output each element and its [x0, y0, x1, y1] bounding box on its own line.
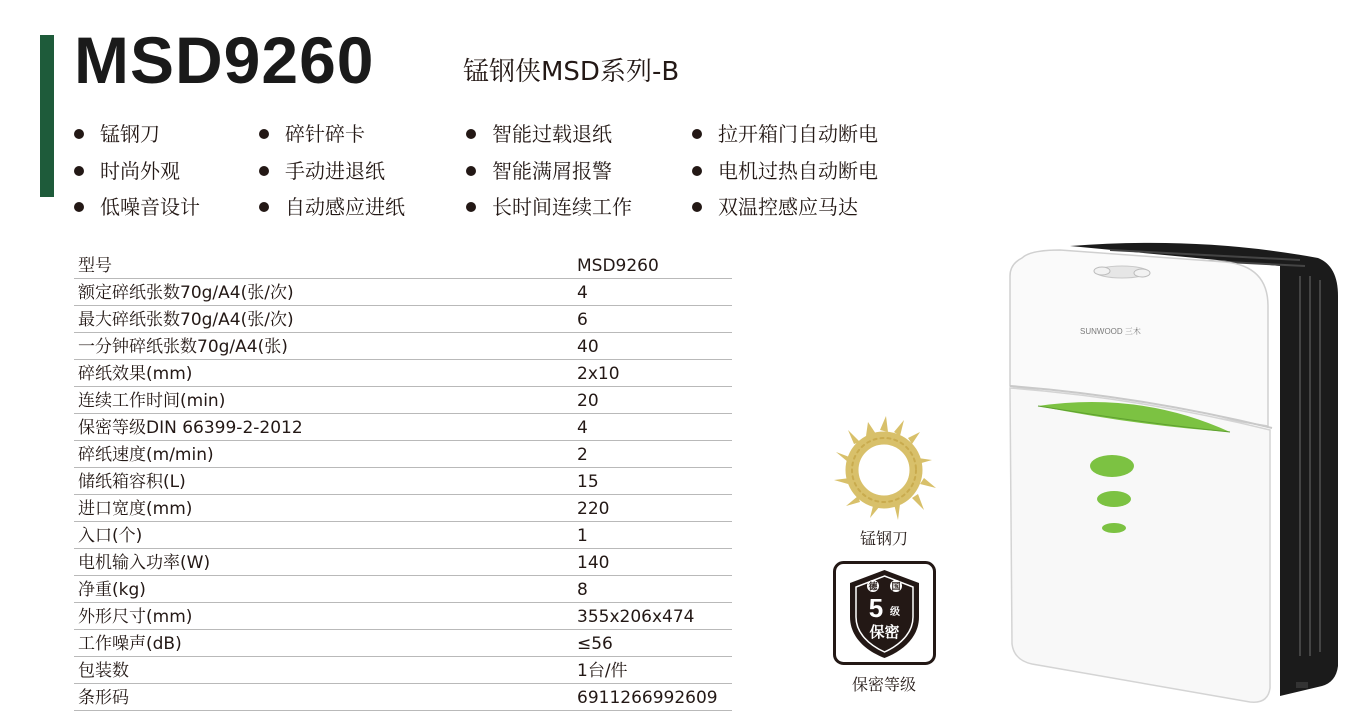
spec-value: 40: [577, 337, 599, 357]
feature-label: 长时间连续工作: [492, 195, 632, 219]
table-row: [74, 549, 732, 576]
spec-value: 355x206x474: [577, 607, 695, 627]
feature-item: [466, 154, 612, 188]
spec-value: ≤56: [577, 634, 613, 654]
spec-label: 最大碎纸张数70g/A4(张/次): [78, 310, 294, 330]
feature-item: [692, 117, 878, 151]
table-row: [74, 630, 732, 657]
spec-label: 碎纸效果(mm): [78, 364, 193, 384]
table-row: [74, 495, 732, 522]
spec-table: [74, 252, 732, 711]
table-row: [74, 522, 732, 549]
spec-label: 保密等级DIN 66399-2-2012: [78, 418, 303, 438]
table-row: [74, 360, 732, 387]
product-image: [1000, 236, 1345, 710]
feature-label: 自动感应进纸: [285, 195, 405, 219]
feature-item: [74, 154, 180, 188]
feature-label: 电机过热自动断电: [718, 159, 878, 183]
feature-label: 碎针碎卡: [285, 122, 365, 146]
dragon-blade-icon: [828, 414, 940, 522]
bullet-icon: [466, 129, 476, 139]
spec-label: 净重(kg): [78, 580, 146, 600]
spec-value: 6: [577, 310, 588, 330]
security-line1-left: 德: [868, 582, 878, 593]
feature-item: [692, 154, 878, 188]
spec-label: 一分钟碎纸张数70g/A4(张): [78, 337, 288, 357]
spec-value: 2: [577, 445, 588, 465]
spec-label: 外形尺寸(mm): [78, 607, 193, 627]
feature-label: 智能过载退纸: [492, 122, 612, 146]
bullet-icon: [692, 202, 702, 212]
spec-label: 入口(个): [78, 526, 143, 546]
spec-value: 15: [577, 472, 599, 492]
feature-label: 手动进退纸: [285, 159, 385, 183]
security-level-badge: [833, 561, 936, 665]
spec-label: 连续工作时间(min): [78, 391, 226, 411]
feature-label: 智能满屑报警: [492, 159, 612, 183]
security-line3: 保密: [869, 623, 900, 641]
bullet-icon: [466, 166, 476, 176]
spec-label: 包装数: [78, 661, 129, 681]
bullet-icon: [692, 166, 702, 176]
table-row: [74, 414, 732, 441]
feature-label: 双温控感应马达: [718, 195, 858, 219]
spec-value: 20: [577, 391, 599, 411]
spec-label: 碎纸速度(m/min): [78, 445, 214, 465]
table-row: [74, 333, 732, 360]
security-line1-right: 国: [891, 582, 901, 593]
feature-item: [259, 190, 405, 224]
bullet-icon: [74, 129, 84, 139]
blade-badge-label: 锰钢刀: [859, 529, 908, 548]
spec-label: 进口宽度(mm): [78, 499, 193, 519]
feature-label: 拉开箱门自动断电: [718, 122, 878, 146]
table-row: [74, 306, 732, 333]
table-row: [74, 252, 732, 279]
table-row: [74, 603, 732, 630]
feature-list: [74, 117, 954, 227]
bullet-icon: [259, 202, 269, 212]
brand-logo-text: SUNWOOD 三木: [1080, 327, 1141, 336]
feature-item: [74, 117, 160, 151]
table-row: [74, 684, 732, 711]
spec-label: 工作噪声(dB): [78, 634, 182, 654]
spec-label: 型号: [78, 256, 112, 276]
security-level-suffix: 级: [890, 607, 900, 618]
bullet-icon: [259, 129, 269, 139]
feature-item: [466, 117, 612, 151]
security-badge-label: 保密等级: [851, 675, 916, 694]
spec-label: 条形码: [78, 688, 129, 708]
spec-value: 1: [577, 526, 588, 546]
security-level-number: 5: [868, 593, 884, 623]
bullet-icon: [692, 129, 702, 139]
table-row: [74, 468, 732, 495]
spec-value: 6911266992609: [577, 688, 718, 708]
spec-value: 140: [577, 553, 610, 573]
feature-item: [259, 117, 365, 151]
table-row: [74, 657, 732, 684]
spec-label: 储纸箱容积(L): [78, 472, 186, 492]
table-row: [74, 387, 732, 414]
spec-value: 220: [577, 499, 610, 519]
spec-value: 4: [577, 418, 588, 438]
feature-label: 低噪音设计: [100, 195, 200, 219]
accent-bar: [40, 35, 54, 197]
spec-label: 额定碎纸张数70g/A4(张/次): [78, 283, 294, 303]
spec-value: 2x10: [577, 364, 620, 384]
bullet-icon: [466, 202, 476, 212]
table-row: [74, 279, 732, 306]
feature-item: [692, 190, 858, 224]
series-name: 锰钢侠MSD系列-B: [463, 57, 680, 87]
feature-item: [74, 190, 200, 224]
feature-item: [259, 154, 385, 188]
feature-item: [466, 190, 632, 224]
spec-value: 8: [577, 580, 588, 600]
spec-label: 电机输入功率(W): [78, 553, 211, 573]
feature-label: 时尚外观: [100, 159, 180, 183]
feature-label: 锰钢刀: [100, 122, 160, 146]
spec-value: MSD9260: [577, 256, 659, 276]
table-row: [74, 441, 732, 468]
bullet-icon: [74, 202, 84, 212]
bullet-icon: [259, 166, 269, 176]
bullet-icon: [74, 166, 84, 176]
spec-value: 4: [577, 283, 588, 303]
model-title: MSD9260: [74, 23, 375, 97]
spec-value: 1台/件: [577, 661, 628, 681]
table-row: [74, 576, 732, 603]
